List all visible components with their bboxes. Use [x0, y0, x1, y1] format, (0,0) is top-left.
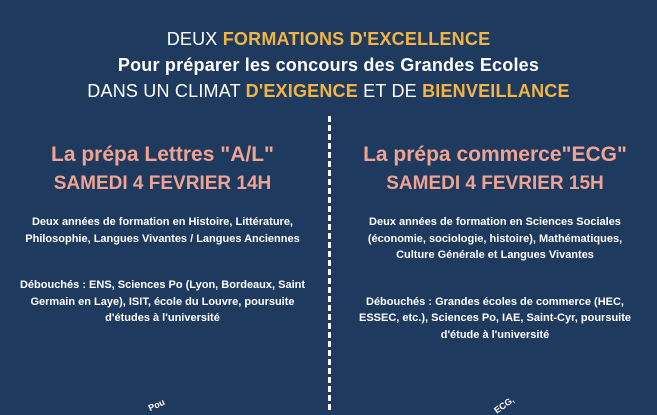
left-outlets: Débouchés : ENS, Sciences Po (Lyon, Bordeaux, Saint Germain en Laye), ISIT, école du Louvre, poursuite d'études à l'université [19, 279, 306, 324]
header-line-1-accent: FORMATIONS D'EXCELLENCE [222, 29, 491, 49]
right-description: Deux années de formation en Sciences Sociales (économie, sociologie, histoire), Mathématiques, Culture Générale et Langues Vivantes [367, 216, 623, 261]
right-date: SAMEDI 4 FEVRIER 15H [386, 173, 604, 194]
dashed-divider [328, 116, 331, 410]
right-title: La prépa commerce"ECG" [363, 143, 627, 166]
header-line-1 [0, 26, 657, 52]
right-outlets: Débouchés : Grandes écoles de commerce (HEC, ESSEC, etc.), Sciences Po, IAE, Saint-Cyr, poursuite d'étude à l'université [358, 295, 632, 341]
header-line-3-part1: DANS UN CLIMAT [87, 81, 246, 101]
left-title: La prépa Lettres "A/L" [51, 143, 274, 166]
left-description: Deux années de formation en Histoire, Littérature, Philosophie, Langues Vivantes / Langues Anciennes [25, 216, 300, 245]
header-line-3-part2: ET DE [357, 81, 423, 101]
header-line-2: Pour préparer les concours des Grandes Ecoles [117, 55, 540, 75]
left-cut-off-text: Pou [146, 396, 167, 414]
header-line-3-accent1: D'EXIGENCE [245, 81, 358, 101]
right-cut-off-text: ECG, [492, 394, 516, 415]
right-column [340, 140, 650, 343]
header-line-1-prefix: DEUX [166, 29, 223, 49]
left-date: SAMEDI 4 FEVRIER 14H [53, 173, 272, 194]
header-line-3 [0, 78, 657, 104]
left-column [10, 140, 315, 327]
flyer-header [0, 26, 657, 104]
header-line-3-accent2: BIENVEILLANCE [422, 81, 570, 101]
